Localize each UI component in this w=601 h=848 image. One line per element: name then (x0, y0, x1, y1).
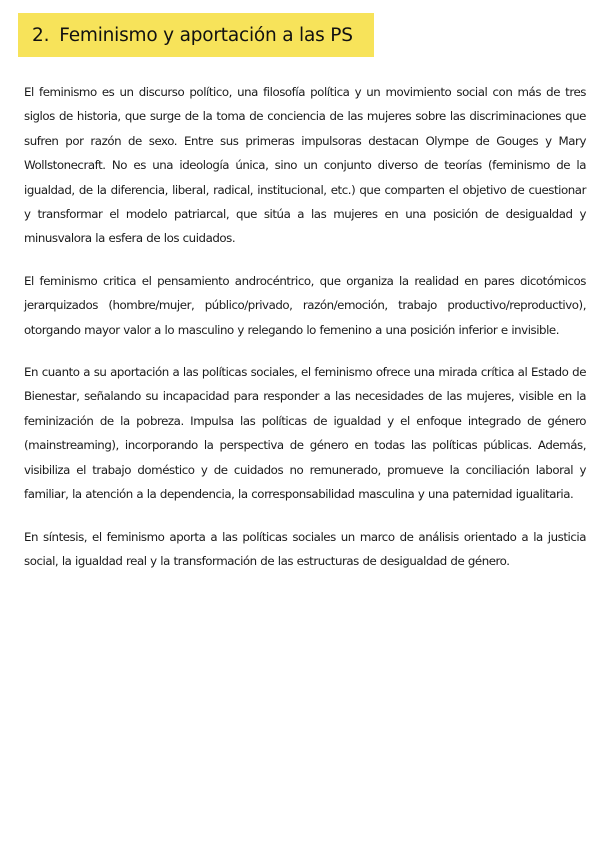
section-title-highlight (18, 13, 374, 57)
section-title-text: Feminismo y aportación a las PS (59, 24, 353, 46)
page-title (32, 25, 353, 46)
document-body (24, 80, 586, 591)
paragraph-social-policy-contribution: En cuanto a su aportación a las políticas sociales, el feminismo ofrece una mirada crítica al Estado de Bienestar, señalando su incapacidad para responder a las necesidades de las mujeres, visible en la feminización de la pobreza. Impulsa las políticas de igualdad y el enfoque integrado de género (mainstreaming), incorporando la perspectiva de género en todas las políticas públicas. Además, visibiliza el trabajo doméstico y de cuidados no remunerado, promueve la conciliación laboral y familiar, la atención a la dependencia, la corresponsabilidad masculina y una paternidad igualitaria. (24, 365, 586, 502)
paragraph-definition: El feminismo es un discurso político, una filosofía política y un movimiento social con más de tres siglos de historia, que surge de la toma de conciencia de las mujeres sobre las discriminaciones que sufren por razón de sexo. Entre sus primeras impulsoras destacan Olympe de Gouges y Mary Wollstonecraft. No es una ideología única, sino un conjunto diverso de teorías (feminismo de la igualdad, de la diferencia, liberal, radical, institucional, etc.) que comparten el objetivo de cuestionar y transformar el modelo patriarcal, que sitúa a las mujeres en una posición de desigualdad y minusvalora la esfera de los cuidados. (24, 85, 586, 246)
paragraph-synthesis: En síntesis, el feminismo aporta a las políticas sociales un marco de análisis orientado a la justicia social, la igualdad real y la transformación de las estructuras de desigualdad de género. (24, 529, 586, 568)
paragraph-androcentrism: El feminismo critica el pensamiento androcéntrico, que organiza la realidad en pares dicotómicos jerarquizados (hombre/mujer, público/privado, razón/emoción, trabajo productivo/reproductivo), otorgando mayor valor a lo masculino y relegando lo femenino a una posición inferior e invisible. (24, 273, 586, 337)
section-number: 2. (32, 24, 50, 46)
